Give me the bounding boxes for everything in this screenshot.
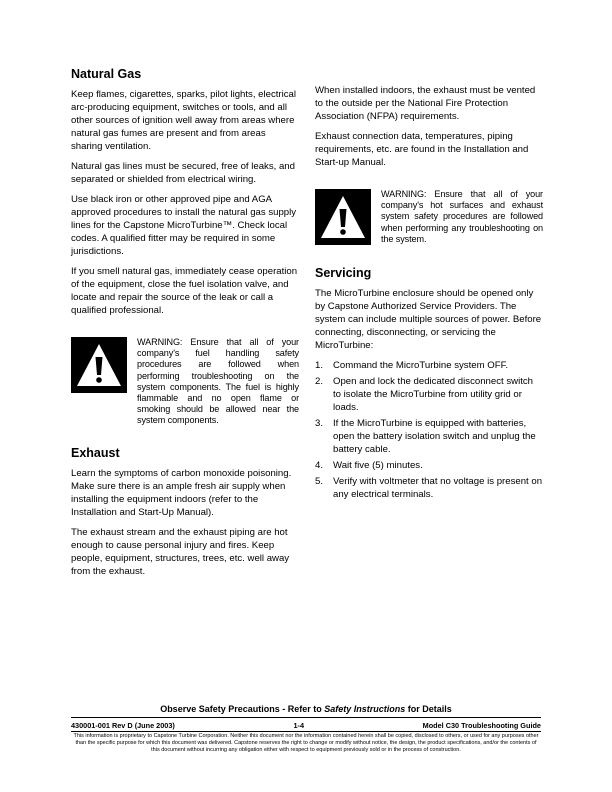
step-number: 4. <box>315 460 324 472</box>
exhaust-venting-paragraph: When installed indoors, the exhaust must be vented to the outside per the National Fire Protection Association (NFPA) requirements. <box>315 85 536 122</box>
footer-row <box>71 721 541 730</box>
left-column <box>71 66 299 585</box>
step-text: If the MicroTurbine is equipped with batteries, open the battery isolation switch and unplug the battery cable. <box>333 418 536 456</box>
step-text: Command the MicroTurbine system OFF. <box>333 360 509 372</box>
fuel-warning-text: WARNING: Ensure that all of your company's fuel handling safety procedures are followed when performing troubleshooting on the system components. The fuel is highly flammable and no open flame or smoking should be allowed near the system components. <box>137 337 299 426</box>
footer-note-italic: Safety Instructions <box>324 704 406 714</box>
natural-gas-heading: Natural Gas <box>71 67 142 81</box>
list-item <box>315 475 543 501</box>
natural-gas-paragraph-4: If you smell natural gas, immediately cease operation of the equipment, close the fuel isolation valve, and locate and repair the source of the leak or call a qualified professional. <box>71 266 298 316</box>
safety-footer-note <box>71 704 541 714</box>
exhaust-heading: Exhaust <box>71 445 120 460</box>
natural-gas-paragraph-3: Use black iron or other approved pipe and AGA approved procedures to install the natural gas supply lines for the Capstone MicroTurbine™. Check local codes. A qualified fitter may be required in some jurisdictions. <box>71 194 297 257</box>
step-number: 1. <box>315 360 324 372</box>
servicing-intro: The MicroTurbine enclosure should be opened only by Capstone Authorized Service Providers. The system can include multiple sources of power. Before connecting, disconnecting, or servicing the MicroTurbine: <box>315 288 542 352</box>
footer-note-prefix: Observe Safety Precautions - Refer to <box>160 704 325 714</box>
servicing-heading: Servicing <box>315 266 372 281</box>
exhaust-connection-paragraph: Exhaust connection data, temperatures, piping requirements, etc. are found in the Installation and Start-up Manual. <box>315 131 529 168</box>
exhaust-paragraph-2: The exhaust stream and the exhaust piping are hot enough to cause personal injury and fires. Keep people, equipment, structures, trees, etc. well away from the exhaust. <box>71 526 290 577</box>
footer-divider <box>71 717 541 718</box>
step-text: Verify with voltmeter that no voltage is present on any electrical terminals. <box>333 476 543 501</box>
servicing-steps-list <box>315 359 543 501</box>
natural-gas-paragraph-1: Keep flames, cigarettes, sparks, pilot lights, electrical arc-producing equipment, switches or tools, and all other sources of ignition well away from areas where natural gas fumes are present and from areas sharing ventilation. <box>71 89 297 152</box>
doc-number: 430001-001 Rev D (June 2003) <box>71 721 175 730</box>
step-number: 5. <box>315 476 324 488</box>
list-item <box>315 375 543 414</box>
exhaust-paragraph-1: Learn the symptoms of carbon monoxide poisoning. Make sure there is an ample fresh air supply when installing the equipment indoors (refer to the Installation and Start-Up Manual). <box>71 467 292 518</box>
guide-title: Model C30 Troubleshooting Guide <box>422 721 541 730</box>
hot-surface-warning-text: WARNING: Ensure that all of your company's hot surfaces and exhaust system safety procedures are followed when performing any troubleshooting on the system. <box>381 189 543 244</box>
page-number: 1-4 <box>293 721 304 730</box>
warning-triangle-icon <box>315 189 371 245</box>
list-item <box>315 417 543 456</box>
proprietary-disclaimer: This information is proprietary to Capstone Turbine Corporation. Neither this document nor the information contained herein shall be copied, disclosed to others, or used for any purposes other than the specific purpose for which this document was delivered. Capstone reserves the right to change or modify without notice, the design, the product specifications, and/or the contents of this document without incurring any obligation either with respect to equipment previously sold or in the process of construction. <box>73 733 539 753</box>
natural-gas-paragraph-2: Natural gas lines must be secured, free of leaks, and separated or shielded from electrical wiring. <box>71 161 295 185</box>
hot-surface-warning-block <box>315 189 543 245</box>
step-text: Open and lock the dedicated disconnect switch to isolate the MicroTurbine from utility grid or loads. <box>333 376 533 414</box>
fuel-warning-block <box>71 337 299 427</box>
footer-note-suffix: for Details <box>405 704 452 714</box>
footer-divider-lower <box>71 731 541 732</box>
list-item <box>315 359 543 372</box>
list-item <box>315 459 543 472</box>
warning-triangle-icon <box>71 337 127 393</box>
step-text: Wait five (5) minutes. <box>333 460 423 472</box>
step-number: 2. <box>315 376 324 388</box>
right-column <box>315 84 543 504</box>
step-number: 3. <box>315 418 324 430</box>
